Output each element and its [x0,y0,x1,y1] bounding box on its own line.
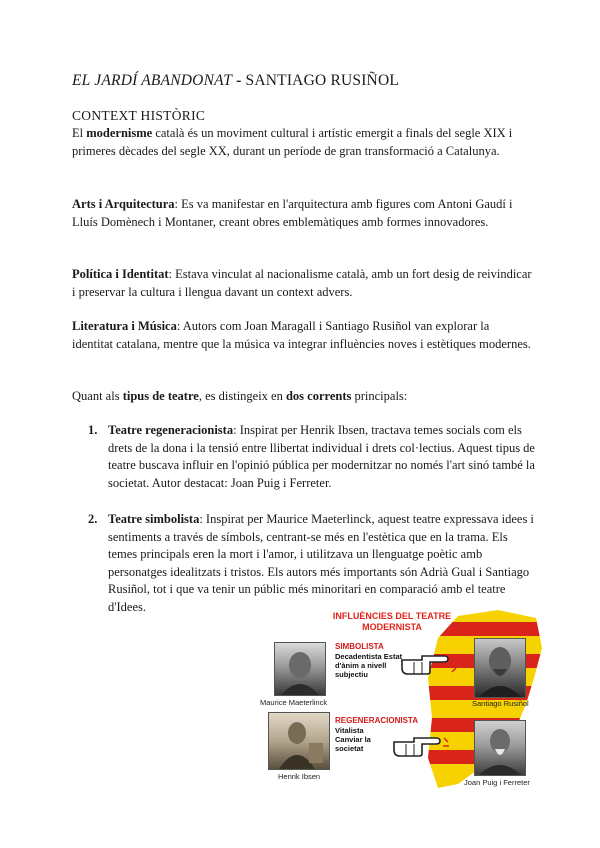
puig-portrait [474,720,526,776]
rusinol-portrait [474,638,526,698]
list-number: 2. [88,512,98,526]
pointing-hand-icon [392,732,442,758]
maeterlinck-portrait [274,642,326,696]
regeneracionista-description: Vitalista Canviar la societat [335,726,371,753]
intro-bold: modernisme [86,126,153,140]
arts-bold: Arts i Arquitectura [72,197,175,211]
portrait-silhouette-icon [269,713,329,769]
intro-paragraph [72,125,532,160]
politics-text: : Estava vinculat al nacionalisme català, amb un fort desig de reivindicar i preservar la cultura i llengua davant un context advers. [72,267,532,299]
politics-paragraph [72,266,532,301]
emphasis-marks-icon [450,654,460,674]
intro-post: català és un moviment cultural i artístic emergit a finals del segle XIX i primeres dècades del segle XX, durant un període de gran transformació a Catalunya. [72,126,513,158]
influences-infographic [252,608,544,792]
list-number: 1. [88,423,98,437]
list-item-heading: Teatre regeneracionista [108,423,234,437]
caption-puig: Joan Puig i Ferreter [464,778,530,787]
section-heading: CONTEXT HISTÒRIC [72,108,206,123]
regeneracionista-label: REGENERACIONISTA [335,716,418,725]
arts-paragraph [72,196,532,231]
portrait-silhouette-icon [475,639,525,697]
portrait-silhouette-icon [475,721,525,775]
caption-maeterlinck: Maurice Maeterlinck [260,698,328,707]
list-item-text: : Inspirat per Maurice Maeterlinck, aquest teatre expressava idees i sentiments a través de símbols, centrant-se més en l'estètica que en la trama. Els temes principals eren la mort i l'amor, i utilitzava un llenguatge poètic amb personatges idealitzats i tristos. Els autors més importants són Adrià Gual i Santiago Rusiñol, tot i que va tenir un públic més minoritari en comparació amb el teatre d'Idees. [108,512,534,614]
list-item [88,422,538,492]
literature-paragraph [72,318,532,353]
simbolista-label: SIMBOLISTA [335,642,384,651]
infographic-title: INFLUÈNCIES DEL TEATRE MODERNISTA [332,611,452,632]
intro-pre: El [72,126,87,140]
caption-ibsen: Henrik Ibsen [278,772,321,781]
theatre-types-paragraph [72,388,532,406]
document-title [72,72,399,90]
title-separator: - [232,72,246,89]
quant-mid: , es distingeix en [198,389,286,403]
author-name: SANTIAGO RUSIÑOL [245,72,400,89]
list-item-heading: Teatre simbolista [108,512,200,526]
ibsen-portrait [268,712,330,770]
quant-bold2: dos corrents [285,389,352,403]
arts-text: : Es va manifestar en l'arquitectura amb figures com Antoni Gaudí i Lluís Domènech i Montaner, creant obres emblemàtiques amb formes innovadores. [72,197,513,229]
list-item-text: : Inspirat per Henrik Ibsen, tractava temes socials com els drets de la dona i la tensió entre llibertat individual i drets col·lectius. Aquest tipus de teatre buscava influir en l'opinió pública per modernitzar no només l'art sinó també la societat. Autor destacat: Joan Puig i Ferreter. [108,423,535,490]
quant-bold1: tipus de teatre [122,389,199,403]
emphasis-marks-icon [442,736,452,756]
politics-bold: Política i Identitat [72,267,169,281]
literature-text: : Autors com Joan Maragall i Santiago Rusiñol van explorar la identitat catalana, mentre que la música va integrar influències noves i estètiques modernes. [72,319,531,351]
caption-rusinol: Santiago Rusiñol [472,699,529,708]
quant-post: principals: [351,389,408,403]
quant-pre: Quant als [72,389,123,403]
literature-bold: Literatura i Música [72,319,177,333]
portrait-silhouette-icon [275,643,325,695]
list-item [88,511,538,616]
simbolista-description: Decadentista Estat d'ànim a nivell subjectiu [335,652,403,679]
pointing-hand-icon [400,650,450,676]
work-title: EL JARDÍ ABANDONAT [72,72,233,89]
